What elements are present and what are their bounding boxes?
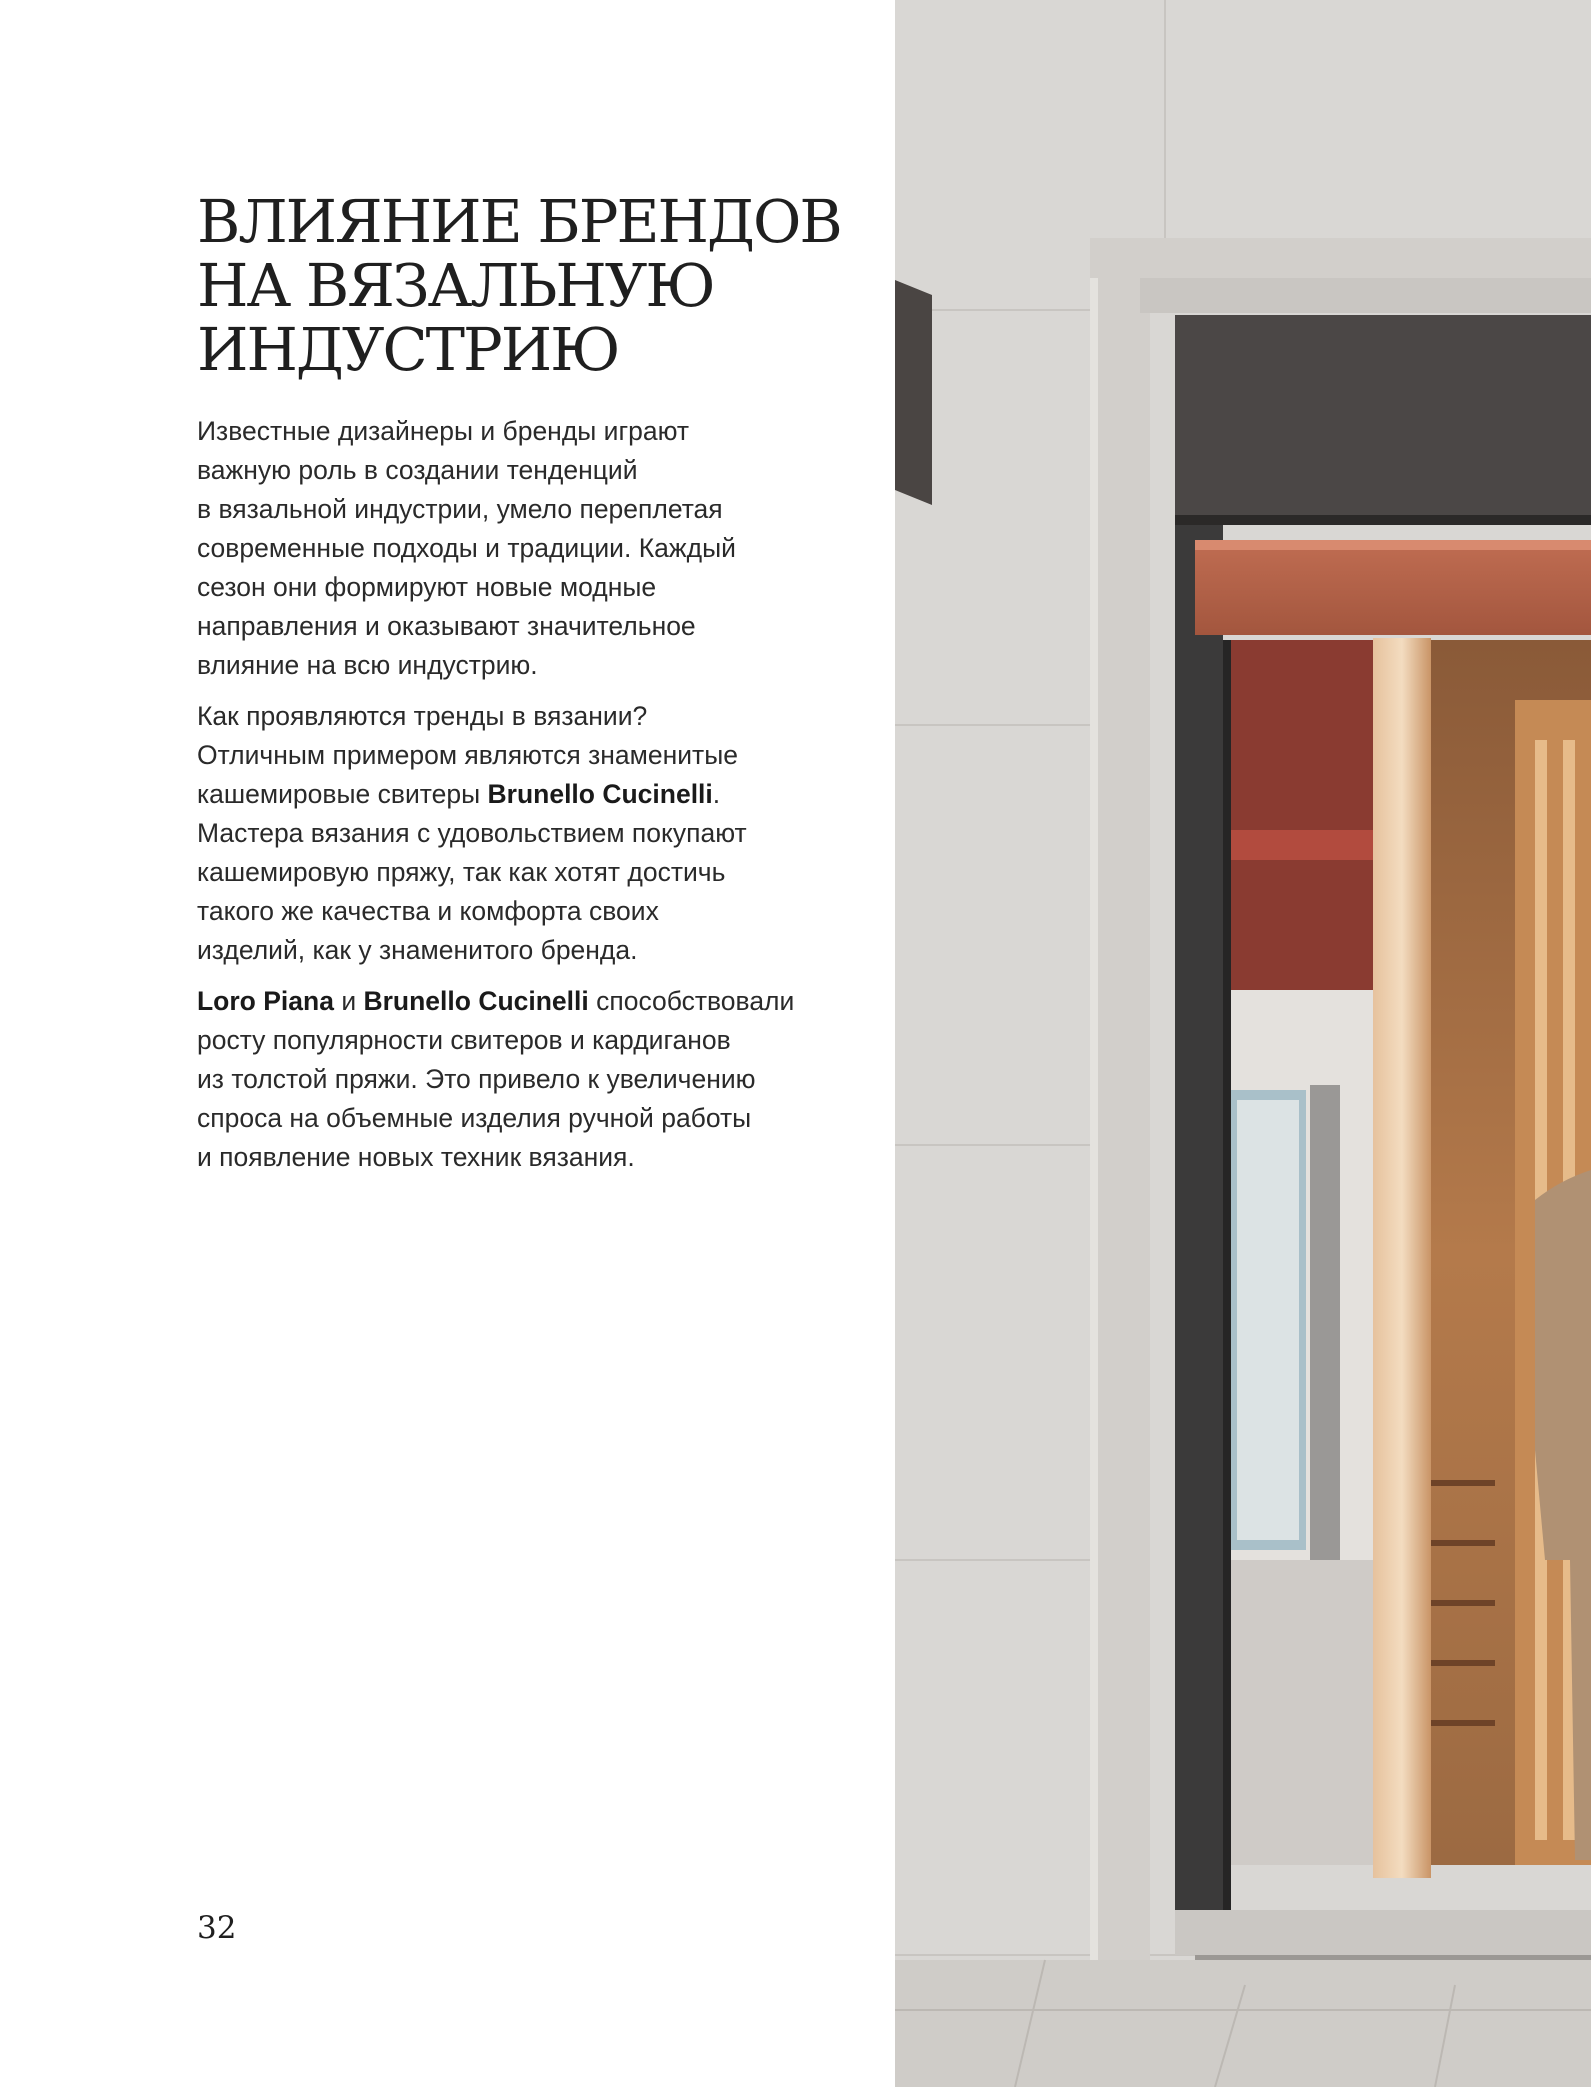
paragraph-2-line: [197, 775, 847, 814]
paragraph-3-line: и появление новых техник вязания.: [197, 1142, 635, 1172]
paragraph-1-line: важную роль в создании тенденций: [197, 455, 638, 485]
paragraph-2-line: Отличным примером являются знаменитые: [197, 740, 738, 770]
paragraph-1-line: Известные дизайнеры и бренды играют: [197, 416, 690, 446]
paragraph-2-line: изделий, как у знаменитого бренда.: [197, 935, 638, 965]
title-line-3: ИНДУСТРИЮ: [197, 315, 619, 384]
paragraph-2: [197, 697, 847, 970]
paragraph-3-line: спроса на объемные изделия ручной работы: [197, 1103, 752, 1133]
paragraph-1-line: в вязальной индустрии, умело переплетая: [197, 494, 723, 524]
title-line-2: НА ВЯЗАЛЬНУЮ: [197, 251, 714, 320]
brand-name-brunello-cucinelli: Brunello Cucinelli: [487, 779, 713, 809]
paragraph-3-line: росту популярности свитеров и кардиганов: [197, 1025, 731, 1055]
paragraph-3-line: [197, 982, 847, 1021]
paragraph-1-line: влияние на всю индустрию.: [197, 650, 538, 680]
paragraph-2-line: такого же качества и комфорта своих: [197, 896, 659, 926]
brand-name-loro-piana: Loro Piana: [197, 986, 334, 1016]
paragraph-1-line: направления и оказывают значительное: [197, 611, 696, 641]
paragraph-3: [197, 982, 847, 1177]
paragraph-3-line: из толстой пряжи. Это привело к увеличению: [197, 1064, 756, 1094]
article-body: [197, 412, 847, 1189]
paragraph-1: [197, 412, 847, 685]
title-line-1: ВЛИЯНИЕ БРЕНДОВ: [197, 187, 841, 256]
paragraph-2-line: кашемировую пряжу, так как хотят достичь: [197, 857, 726, 887]
paragraph-1-line: сезон они формируют новые модные: [197, 572, 657, 602]
paragraph-2-line: Как проявляются тренды в вязании?: [197, 701, 648, 731]
paragraph-1-line: современные подходы и традиции. Каждый: [197, 533, 736, 563]
article-title: [197, 187, 877, 384]
storefront-illustration: [895, 0, 1591, 2087]
text-run: .: [712, 779, 721, 809]
text-run: и: [333, 986, 364, 1016]
text-run: кашемировые свитеры: [197, 779, 488, 809]
storefront-photo: [895, 0, 1591, 2087]
page-number: 32: [197, 1910, 237, 1946]
brand-name-brunello-cucinelli: Brunello Cucinelli: [363, 986, 589, 1016]
text-run: способствовали: [588, 986, 795, 1016]
paragraph-2-line: Мастера вязания с удовольствием покупают: [197, 818, 747, 848]
